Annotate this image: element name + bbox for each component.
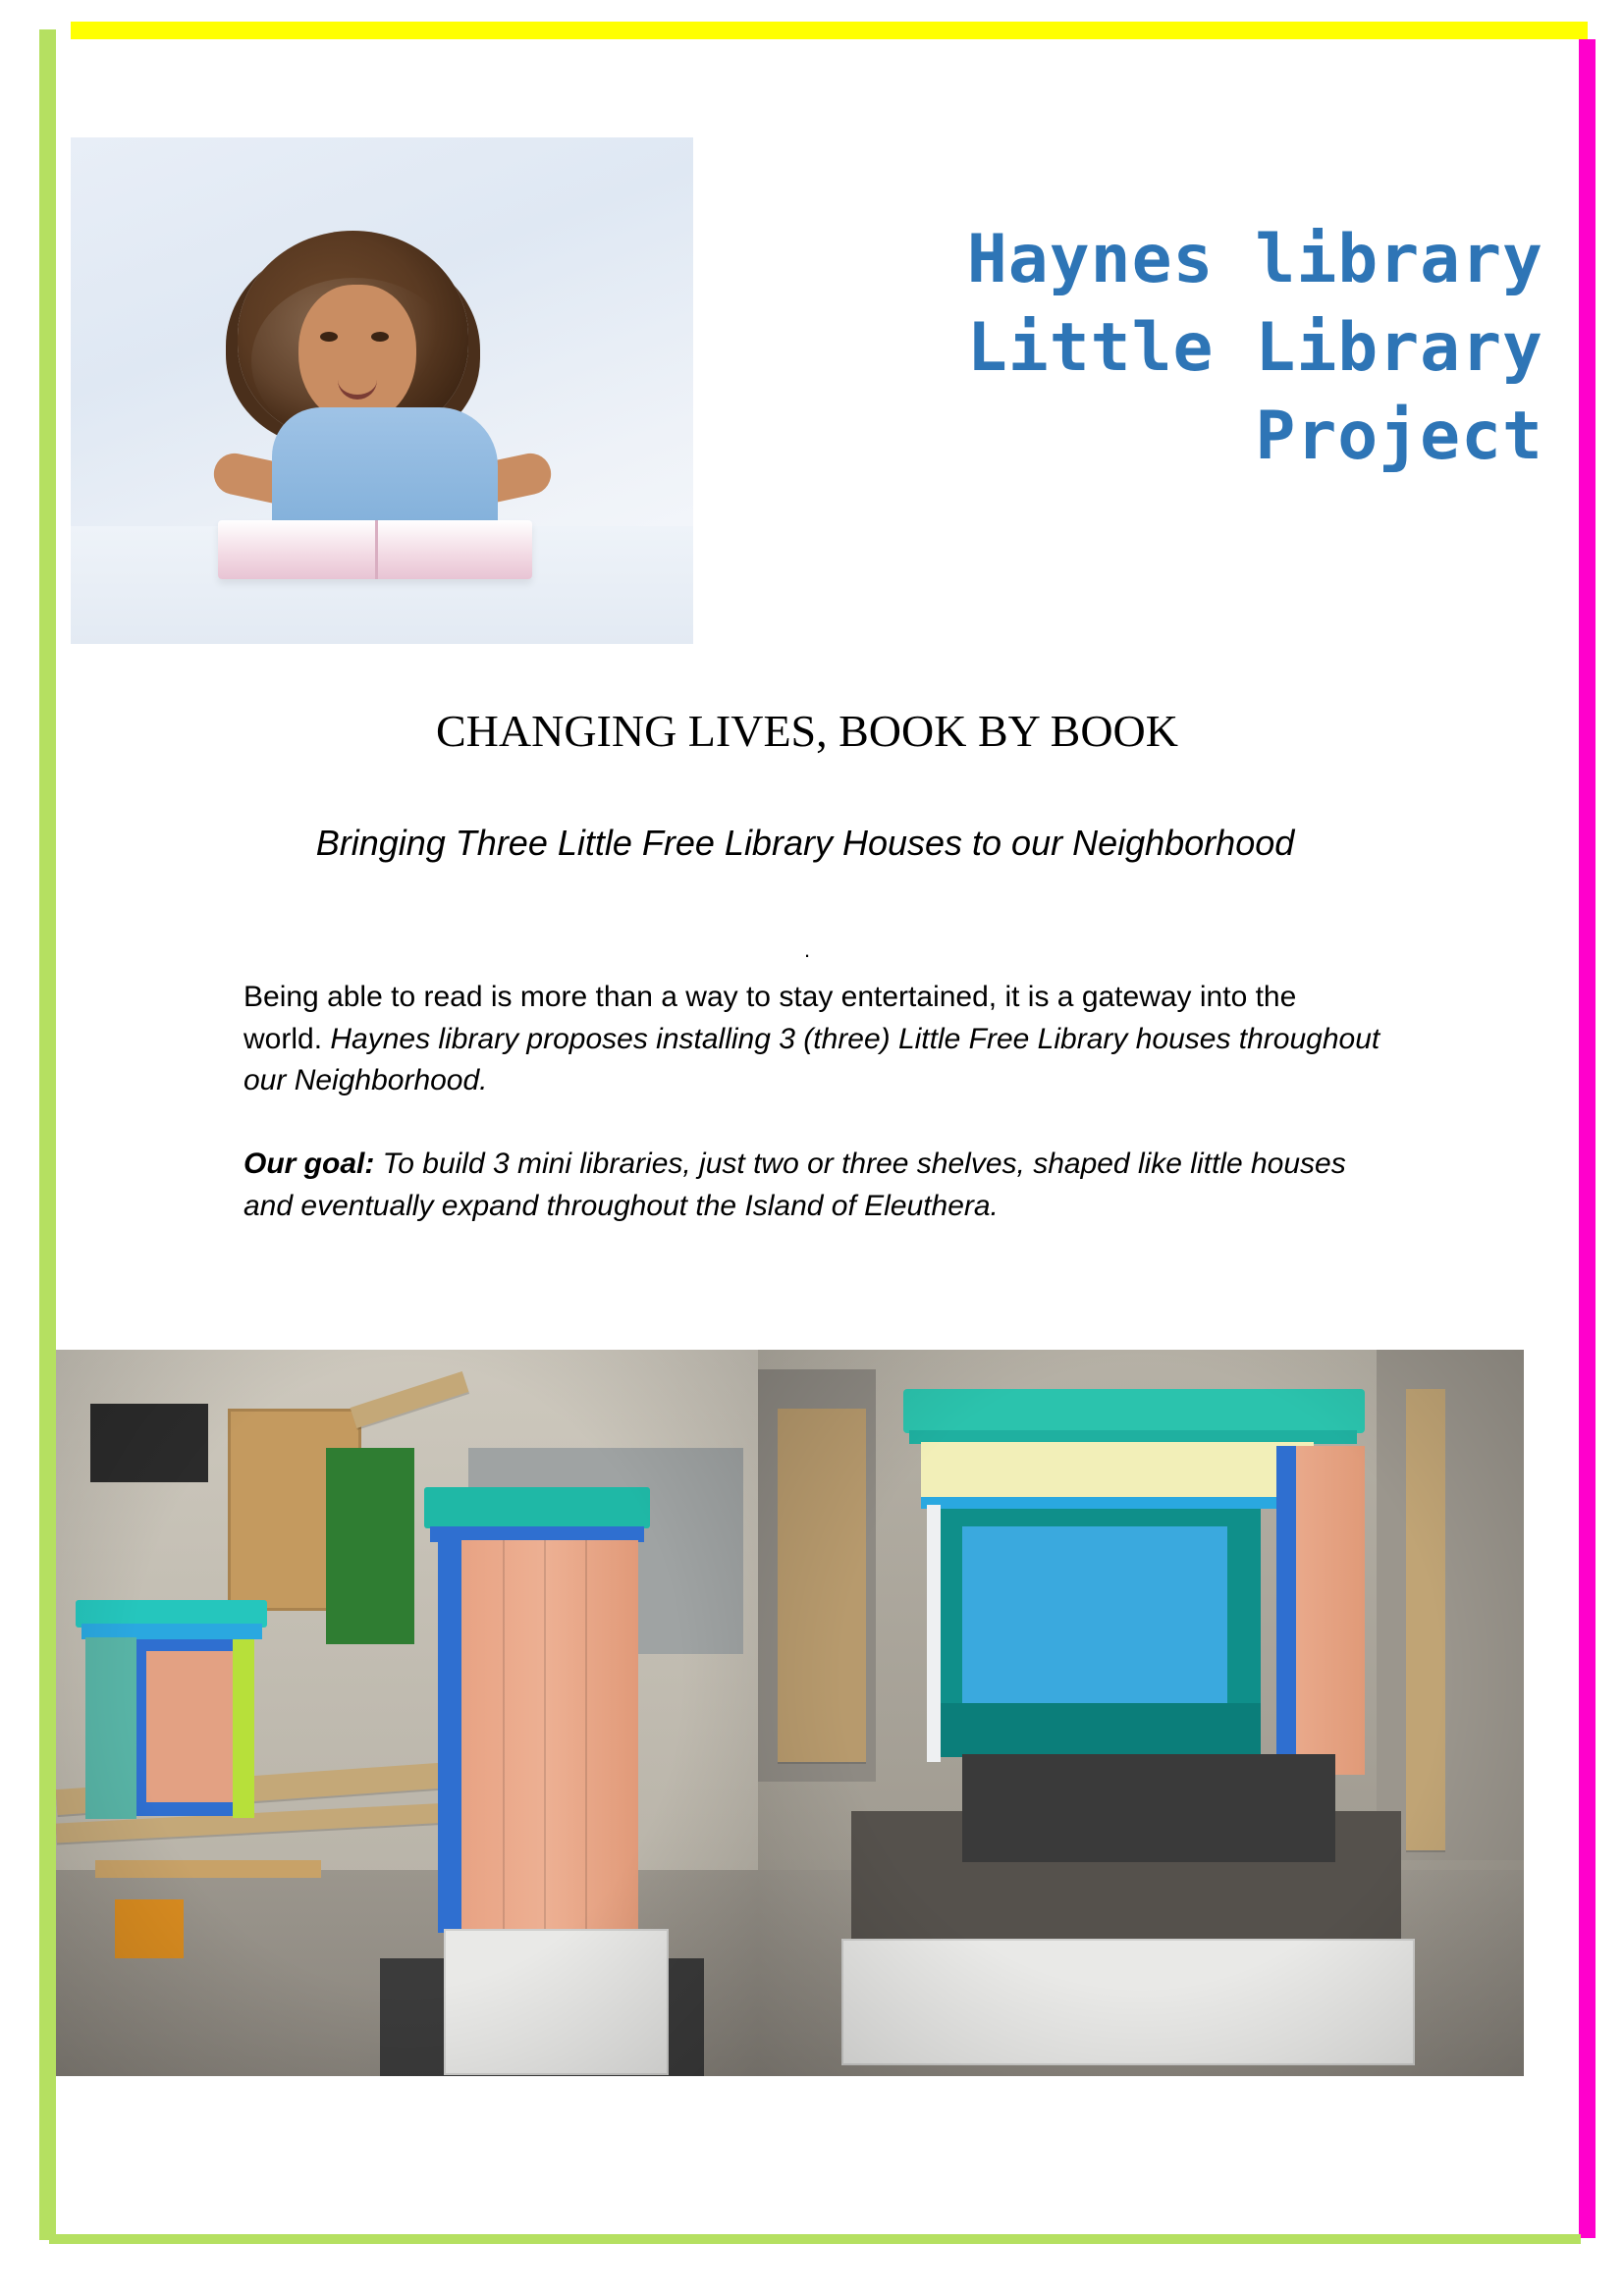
- white-pedestal-right: [841, 1939, 1415, 2065]
- green-board: [326, 1448, 414, 1644]
- paragraph-goal: [243, 1144, 1382, 1227]
- page-border-top: [71, 22, 1588, 39]
- library-house-near: [424, 1487, 650, 1949]
- house-finished-right-side: [1296, 1446, 1365, 1775]
- house-far-inner-panel: [146, 1651, 241, 1802]
- house-finished-cream-band: [921, 1442, 1314, 1499]
- house-near-plank-1: [503, 1540, 505, 1933]
- header-section: [71, 137, 1543, 648]
- separator-dot: .: [803, 937, 811, 962]
- title-line-2: Little Library: [966, 308, 1543, 387]
- paragraph-goal-text: To build 3 mini libraries, just two or three shelves, shaped like little houses and eventually expand throughout the Island of Eleuthera.: [243, 1148, 1346, 1222]
- house-near-plank-3: [585, 1540, 587, 1933]
- leaning-lumber-stack: [778, 1409, 866, 1762]
- house-finished-roof: [903, 1389, 1365, 1433]
- paragraph-goal-lead: Our goal:: [243, 1148, 375, 1180]
- orange-clamp: [115, 1899, 184, 1958]
- library-house-finished: [903, 1389, 1365, 1821]
- sawhorse-top: [95, 1860, 321, 1878]
- wall-vent: [90, 1404, 208, 1482]
- house-near-body: [461, 1540, 638, 1933]
- house-far-green-edge: [233, 1639, 254, 1818]
- paragraph-intro: [243, 977, 1382, 1102]
- photo-open-book: [218, 520, 532, 579]
- library-house-far: [85, 1600, 257, 1826]
- house-finished-back-wall: [962, 1526, 1227, 1713]
- house-near-side-strip: [438, 1540, 463, 1933]
- page-border-left: [39, 29, 56, 2240]
- white-pedestal-left: [444, 1929, 669, 2075]
- title-line-1: Haynes library: [966, 221, 1543, 298]
- paragraph-intro-italic: Haynes library proposes installing 3 (three) Little Free Library houses throughout our Neighborhood.: [243, 1022, 1380, 1097]
- subtitle: Bringing Three Little Free Library Houses to our Neighborhood: [315, 823, 1295, 863]
- paragraph-intro-plain: Being able to read is more than a way to stay entertained, it is a gateway into the world.: [243, 981, 1297, 1055]
- right-panel: [1377, 1350, 1524, 1860]
- page-border-bottom: [49, 2234, 1581, 2244]
- house-far-side: [85, 1637, 136, 1819]
- workshop-photo-right: [758, 1350, 1524, 2076]
- page-border-right: [1579, 39, 1596, 2238]
- house-finished-blue-post: [1276, 1446, 1298, 1775]
- page-title: [699, 216, 1543, 480]
- photo-face: [298, 285, 416, 424]
- title-line-3: Project: [1255, 397, 1543, 475]
- house-finished-dark-base: [962, 1754, 1335, 1862]
- house-finished-blue-band: [921, 1497, 1314, 1509]
- house-finished-left-lip: [927, 1505, 941, 1762]
- workshop-photo-strip: [56, 1350, 1524, 2076]
- house-near-roof: [424, 1487, 650, 1528]
- workshop-photo-left: [56, 1350, 758, 2076]
- house-near-plank-2: [544, 1540, 546, 1933]
- girl-reading-photo: [71, 137, 693, 644]
- leaning-board-right: [1406, 1389, 1445, 1850]
- house-finished-shelf: [937, 1703, 1261, 1757]
- tagline: CHANGING LIVES, BOOK BY BOOK: [435, 706, 1178, 756]
